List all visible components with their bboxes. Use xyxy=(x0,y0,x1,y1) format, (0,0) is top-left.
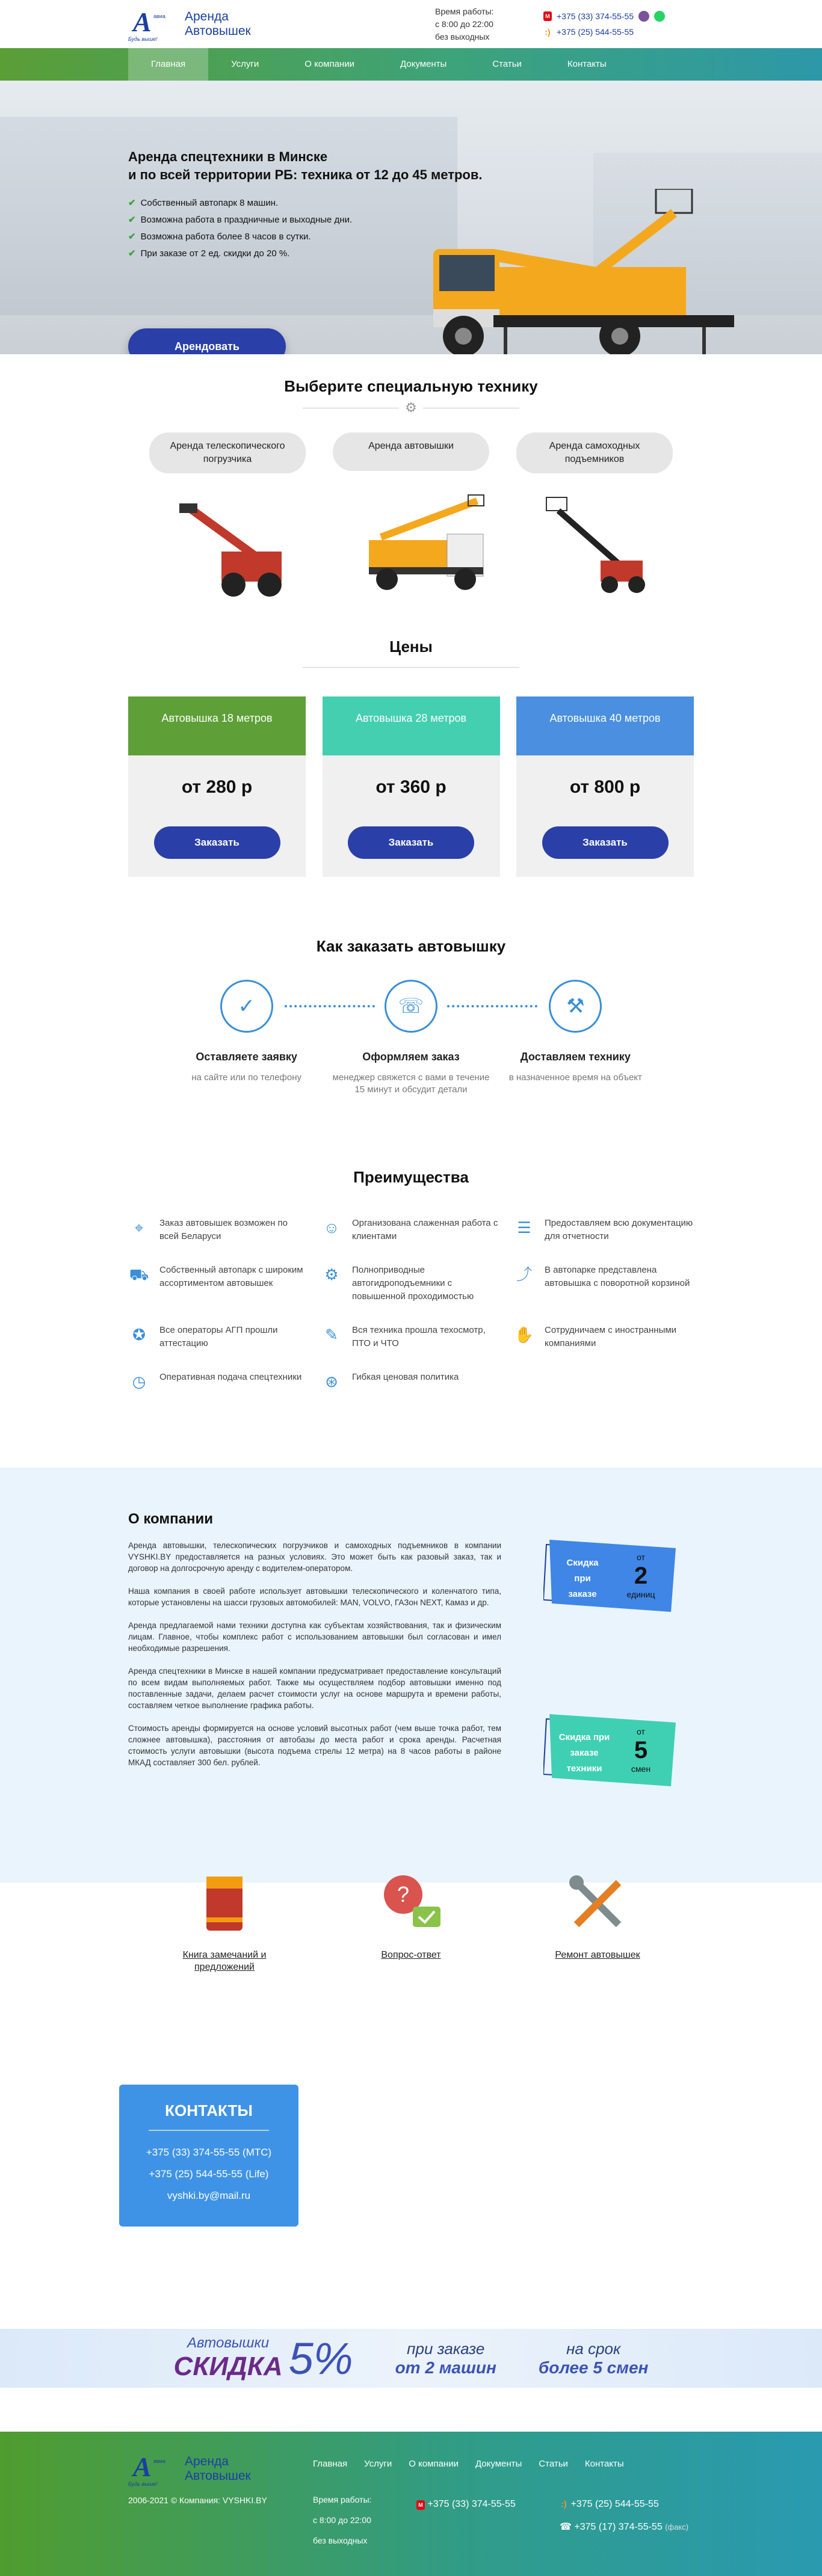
footer-phones-right xyxy=(560,2493,688,2539)
work-hours xyxy=(435,5,543,43)
badge-label: Скидка при заказе техники xyxy=(558,1732,610,1774)
aerial-truck-image xyxy=(333,483,489,597)
advantages-section xyxy=(0,1096,822,1392)
hero-bullet xyxy=(128,195,352,212)
about-section xyxy=(0,1468,822,1883)
badge-from: от xyxy=(637,1552,645,1562)
repair-link[interactable]: Ремонт автовышек xyxy=(555,1950,640,1960)
info-link-card xyxy=(531,1871,664,1973)
life-icon: :) xyxy=(545,27,551,37)
advantage-item xyxy=(128,1217,309,1243)
order-button[interactable]: Заказать xyxy=(542,826,669,859)
main-nav xyxy=(0,48,822,81)
viber-icon[interactable] xyxy=(638,11,649,22)
logo-title-line-2: Автовышек xyxy=(185,2469,251,2483)
advantage-text: Все операторы АГП прошли аттестацию xyxy=(159,1325,278,1348)
about-paragraph: Аренда спецтехники в Минске в нашей компании предусматривает предоставление консультаций по всем видам выполняемых работ. Также мы осуществляем подбор автовышки именно под поставленные задачи, делаем расчет стоимости услуг на основе маршрута и времени работы, составляем четкое выполнение графика работы. xyxy=(128,1667,501,1710)
hero-banner xyxy=(0,81,822,354)
work-hours-days: без выходных xyxy=(313,2536,368,2545)
truck-icon: ⛟ xyxy=(129,1265,149,1283)
prices-title: Цены xyxy=(389,638,433,656)
how-to-order-title: Как заказать автовышку xyxy=(316,937,506,955)
price-card xyxy=(323,696,500,877)
equipment-section xyxy=(0,354,822,603)
nav-documents[interactable]: Документы xyxy=(400,59,447,69)
contact-phone-mts[interactable]: +375 (33) 374-55-55 (МТС) xyxy=(146,2147,272,2158)
contacts-title: КОНТАКТЫ xyxy=(165,2101,253,2120)
badge-from: от xyxy=(637,1727,645,1736)
boom-lift-image xyxy=(534,485,655,600)
logo-title xyxy=(185,2455,251,2483)
nav-contacts[interactable]: Контакты xyxy=(567,59,607,69)
logo-letter: A xyxy=(133,2452,152,2482)
mts-icon: M xyxy=(543,11,552,21)
hero-bullets xyxy=(128,195,352,262)
footer-nav-about[interactable]: О компании xyxy=(409,2459,459,2469)
nav-about[interactable]: О компании xyxy=(304,59,354,69)
equipment-label[interactable]: Аренда телескопического погрузчика xyxy=(149,432,306,473)
advantage-item xyxy=(513,1217,694,1243)
footer-nav-articles[interactable]: Статьи xyxy=(539,2459,568,2469)
advantage-text: Полноприводные автогидроподъемники с повышенной проходимостью xyxy=(352,1265,474,1302)
footer-phone xyxy=(416,2493,516,2516)
divider xyxy=(149,2130,269,2131)
footer-nav-documents[interactable]: Документы xyxy=(475,2459,522,2469)
footer-nav-home[interactable]: Главная xyxy=(313,2459,348,2469)
hero-title-line-2: и по всей территории РБ: техника от 12 до 45 метров. xyxy=(128,167,483,182)
rent-button[interactable]: Арендовать xyxy=(128,328,286,354)
equipment-label[interactable]: Аренда самоходных подъемников xyxy=(516,432,673,473)
life-icon: :) xyxy=(561,2499,567,2509)
advantage-text: Сотрудничаем с иностранными компаниями xyxy=(545,1325,677,1348)
logo-icon xyxy=(128,2448,176,2489)
promo-banner xyxy=(0,2329,822,2388)
work-hours-days: без выходных xyxy=(435,31,490,41)
promo-condition-value: от 2 машин xyxy=(395,2358,496,2377)
about-title: О компании xyxy=(128,1511,213,1527)
logo-slogan: Будь выше! xyxy=(128,2481,158,2487)
advantage-text: Организована слаженная работа с клиентами xyxy=(352,1218,498,1241)
advantage-item xyxy=(128,1324,309,1350)
fax-label: (факс) xyxy=(665,2522,689,2531)
hero-bullet xyxy=(128,245,352,262)
check-icon: ✔ xyxy=(128,198,136,208)
phone-mts-link[interactable]: +375 (33) 374-55-55 xyxy=(557,11,634,21)
equipment-label[interactable]: Аренда автовышки xyxy=(333,432,489,471)
work-hours-label: Время работы: xyxy=(313,2495,372,2504)
phone-icon: ☏ xyxy=(385,980,437,1033)
promo-condition xyxy=(395,2340,496,2378)
about-paragraph: Стоимость аренды формируется на основе условий высотных работ (чем выше точка работ, тем сложнее автовышка), расстояния от автобазы до места работ и срока аренды. Расчетная стоимость услуги автовышки (высота подъема стрелы 12 метра) на 8 часов работы в районе МКАД составляет 300 бел. рублей. xyxy=(128,1724,501,1767)
logo-slogan: Будь выше! xyxy=(128,36,158,42)
phone-life-link[interactable]: +375 (25) 544-55-55 xyxy=(557,27,634,37)
step-title: Оформляем заказ xyxy=(362,1051,460,1063)
price-value: от 360 р xyxy=(375,777,447,797)
price-value: от 800 р xyxy=(569,777,641,797)
allwheel-icon: ⚙ xyxy=(324,1265,339,1283)
badge-value: 2 xyxy=(634,1563,648,1589)
lift-truck-icon: ⚒ xyxy=(549,980,602,1033)
check-icon: ✔ xyxy=(128,232,136,242)
equipment-card-selfpropelled[interactable] xyxy=(507,432,682,603)
advantage-text: Предоставляем всю документацию для отчетности xyxy=(545,1218,693,1241)
price-card-title: Автовышка 40 метров xyxy=(516,696,694,755)
step xyxy=(164,980,329,1096)
map-icon: ⌖ xyxy=(134,1219,144,1237)
check-icon: ✔ xyxy=(128,248,136,259)
advantage-item xyxy=(513,1324,694,1350)
price-card-title: Автовышка 18 метров xyxy=(128,696,306,755)
site-footer xyxy=(0,2432,822,2576)
badge-value: 5 xyxy=(634,1737,648,1763)
complaints-book-link[interactable]: Книга замечаний и предложений xyxy=(182,1950,267,1972)
promo-condition-label: при заказе xyxy=(407,2339,485,2358)
advantage-item xyxy=(321,1371,501,1392)
copyright: 2006-2021 © Компания: VYSHKI.BY xyxy=(128,2495,267,2505)
hero-bullet-text: При заказе от 2 ед. скидки до 20 %. xyxy=(140,248,290,259)
equipment-card-telescopic[interactable] xyxy=(140,432,315,603)
equipment-card-aerial[interactable] xyxy=(324,432,498,603)
fax-icon: ☎ xyxy=(560,2522,572,2532)
price-card xyxy=(516,696,694,877)
promo-percent: 5% xyxy=(288,2333,353,2384)
advantage-text: Вся техника прошла техосмотр, ПТО и ЧТО xyxy=(352,1325,486,1348)
work-hours-time: с 8:00 до 22:00 xyxy=(313,2515,371,2525)
footer-nav-contacts[interactable]: Контакты xyxy=(584,2459,624,2469)
equipment-title: Выберите специальную технику xyxy=(284,377,538,395)
nav-services[interactable]: Услуги xyxy=(231,59,259,69)
step xyxy=(329,980,493,1096)
badge-unit: смен xyxy=(631,1764,651,1774)
faq-icon xyxy=(378,1871,444,1937)
advantage-text: Собственный автопарк с широким ассортиментом автовышек xyxy=(159,1265,303,1288)
advantage-text: В автопарке представлена автовышка с поворотной корзиной xyxy=(545,1265,690,1288)
promo-title xyxy=(174,2335,283,2382)
hero-bullet xyxy=(128,212,352,229)
hero-bullet-text: Возможна работа в праздничные и выходные дни. xyxy=(140,215,353,225)
footer-logo[interactable] xyxy=(128,2448,251,2489)
step-title: Оставляете заявку xyxy=(196,1051,297,1063)
footer-phone-mts[interactable]: +375 (33) 374-55-55 xyxy=(427,2499,516,2509)
contacts-box xyxy=(119,2085,298,2227)
footer-phone-life[interactable]: +375 (25) 544-55-55 xyxy=(570,2499,659,2509)
badge-label: Скидка при заказе xyxy=(566,1558,599,1599)
hero-title-line-1: Аренда спецтехники в Минске xyxy=(128,149,328,164)
footer-nav-services[interactable]: Услуги xyxy=(364,2459,392,2469)
step xyxy=(493,980,658,1096)
how-to-order-section xyxy=(0,877,822,1096)
logo-title xyxy=(185,10,251,38)
step-text: менеджер свяжется с вами в течение 15 минут и обсудит детали xyxy=(332,1072,490,1095)
prices-section xyxy=(0,603,822,877)
logo[interactable] xyxy=(128,4,435,45)
footer-work-hours xyxy=(313,2489,371,2551)
hero-title xyxy=(128,148,483,184)
svg-text:?: ? xyxy=(397,1882,410,1907)
whatsapp-icon[interactable] xyxy=(654,11,665,22)
price-card-title: Автовышка 28 метров xyxy=(323,696,500,755)
footer-nav xyxy=(313,2459,624,2469)
about-paragraph: Аренда автовышки, телескопических погрузчиков и самоходных подъемников в компании VYSHKI.BY предоставляется на разных условиях. Это может быть как разовый заказ, так и договор на долгосрочную аренду с водителем-оператором. xyxy=(128,1541,501,1573)
price-tag-icon: ⊛ xyxy=(325,1373,338,1391)
clock-icon: ◷ xyxy=(132,1373,146,1391)
hero-bullet xyxy=(128,229,352,245)
logo-letter: A xyxy=(133,7,152,37)
advantage-text: Оперативная подача спецтехники xyxy=(159,1372,302,1382)
handshake-icon: ✋ xyxy=(514,1326,534,1344)
info-links xyxy=(158,1871,664,1973)
logo-icon xyxy=(128,4,176,45)
badge-number xyxy=(623,1726,659,1774)
about-paragraph: Аренда предлагаемой нами техники доступна как субъектам хозяйствования, так и физическим лицам. Главное, чтобы комплекс работ с использованием автовышки был согласован и имел необходимые разрешения. xyxy=(128,1621,501,1653)
promo-line-2: СКИДКА xyxy=(173,2352,283,2381)
logo-title-line-1: Аренда xyxy=(185,2455,229,2468)
advantage-item xyxy=(321,1324,501,1350)
advantage-text: Гибкая ценовая политика xyxy=(352,1372,459,1382)
book-icon xyxy=(191,1871,258,1937)
inspection-icon: ✎ xyxy=(325,1326,338,1344)
repair-tools-icon xyxy=(564,1871,631,1937)
team-icon: ☺ xyxy=(323,1219,340,1237)
contact-email[interactable]: vyshki.by@mail.ru xyxy=(167,2190,251,2201)
advantages-title: Преимущества xyxy=(353,1168,469,1186)
hero-bullet-text: Собственный автопарк 8 машин. xyxy=(140,198,279,208)
logo-small-text: авиа xyxy=(153,13,165,19)
logo-small-text: авиа xyxy=(153,2458,165,2464)
lift-icon: ⚙ xyxy=(399,396,423,420)
footer-phone-city[interactable]: +375 (17) 374-55-55 xyxy=(574,2522,663,2532)
certificate-icon: ✪ xyxy=(132,1326,146,1344)
advantage-item xyxy=(321,1264,501,1303)
header-phones xyxy=(543,8,665,40)
about-paragraph: Наша компания в своей работе использует автовышки телескопического и коленчатого типа, которые установлены на шасси грузовых автомобилей: MAN, VOLVO, ГАЗон NEXT, Камаз и др. xyxy=(128,1587,501,1607)
promo-line-1: Автовышки xyxy=(187,2335,270,2351)
mts-icon: M xyxy=(416,2500,425,2510)
promo-condition-label: на срок xyxy=(566,2339,621,2358)
order-button[interactable]: Заказать xyxy=(348,826,474,859)
discount-badge xyxy=(543,1540,676,1612)
step-text: на сайте или по телефону xyxy=(191,1072,301,1083)
about-text xyxy=(128,1540,501,1780)
logo-title-line-1: Аренда xyxy=(185,10,229,23)
info-link-card xyxy=(345,1871,477,1973)
basket-icon: ⤴ xyxy=(516,1265,532,1283)
work-hours-label: Время работы: xyxy=(435,6,494,16)
truck-image xyxy=(421,189,758,354)
nav-home[interactable]: Главная xyxy=(128,48,208,81)
price-card xyxy=(128,696,306,877)
step-connector xyxy=(285,1005,375,1007)
advantage-item xyxy=(513,1264,694,1303)
work-hours-time: с 8:00 до 22:00 xyxy=(435,19,493,29)
telehandler-image xyxy=(167,485,288,600)
step-text: в назначенное время на объект xyxy=(508,1072,642,1083)
discount-badge xyxy=(543,1714,676,1786)
check-icon: ✔ xyxy=(128,215,136,225)
advantage-item xyxy=(321,1217,501,1243)
site-header xyxy=(0,0,822,48)
hero-bullet-text: Возможна работа более 8 часов в сутки. xyxy=(140,232,311,242)
checkmark-icon: ✓ xyxy=(220,980,273,1033)
step-title: Доставляем технику xyxy=(520,1051,631,1063)
contact-phone-life[interactable]: +375 (25) 544-55-55 (Life) xyxy=(149,2168,269,2180)
document-icon: ☰ xyxy=(517,1219,531,1237)
divider xyxy=(303,667,519,668)
badge-unit: единиц xyxy=(626,1590,655,1599)
nav-articles[interactable]: Статьи xyxy=(492,59,522,69)
info-link-card xyxy=(158,1871,291,1973)
promo-condition-value: более 5 смен xyxy=(538,2358,649,2377)
advantage-item xyxy=(128,1371,309,1392)
badge-number xyxy=(623,1552,659,1600)
price-value: от 280 р xyxy=(181,777,253,797)
advantage-item xyxy=(128,1264,309,1303)
order-button[interactable]: Заказать xyxy=(154,826,280,859)
faq-link[interactable]: Вопрос-ответ xyxy=(381,1950,441,1960)
logo-title-line-2: Автовышек xyxy=(185,24,251,38)
promo-condition xyxy=(539,2340,649,2378)
advantage-text: Заказ автовышек возможен по всей Беларуси xyxy=(159,1218,288,1241)
step-connector xyxy=(447,1005,537,1007)
